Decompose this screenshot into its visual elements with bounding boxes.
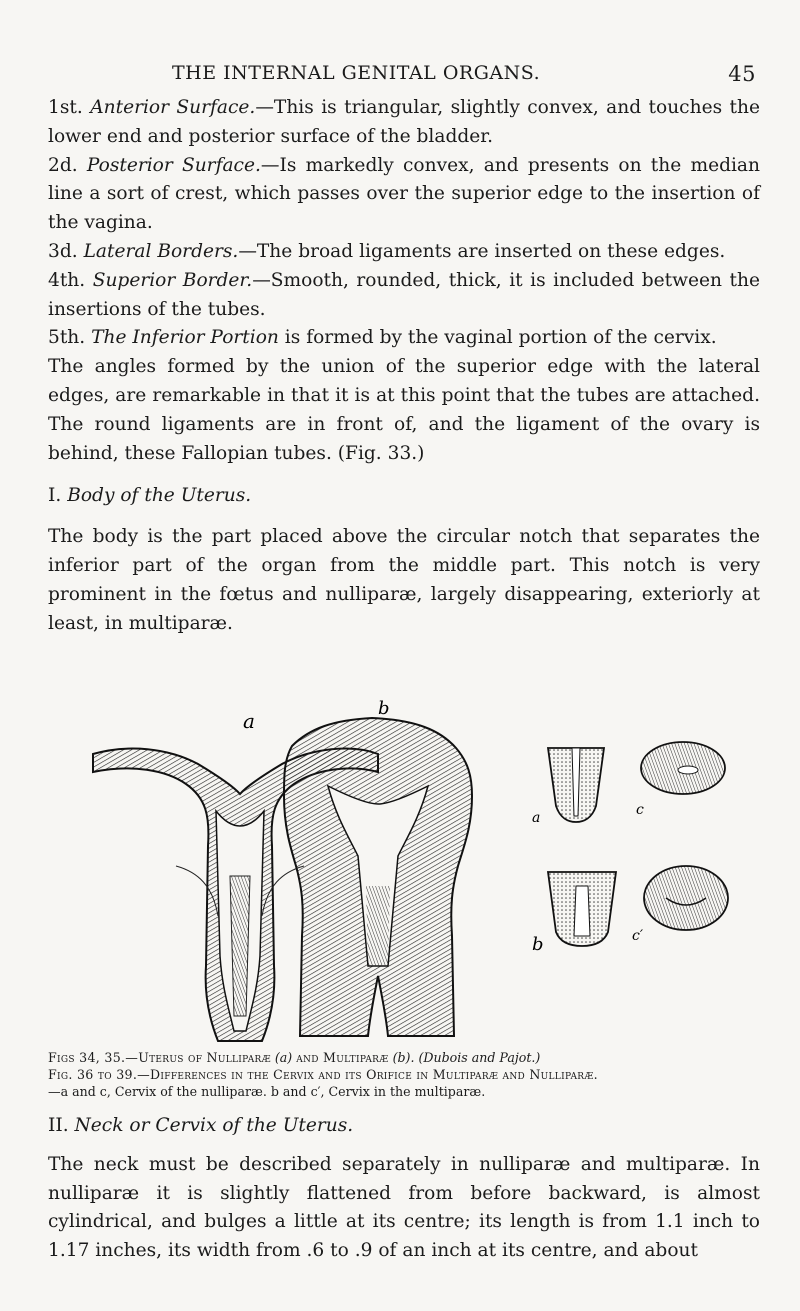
item-title: Lateral Borders. bbox=[83, 240, 239, 262]
item-label: 4th. bbox=[48, 269, 86, 291]
running-head bbox=[48, 56, 760, 86]
heading-title: Body of the Uterus. bbox=[67, 485, 252, 507]
label-c-prime: c′ bbox=[632, 928, 644, 944]
paragraph-angles: The angles formed by the union of the superior edge with the lateral edges, are remarkable in that it is at this point that the tubes are attached. The round ligaments are in front of, and the ligament of the ovary is behind, these Fallopian tubes. (Fig. 33.) bbox=[48, 356, 760, 464]
item-title: Superior Border. bbox=[92, 269, 253, 291]
caption-line-2: Fig. 36 to 39.—Differences in the Cervix and its Orifice in Multiparæ and Nulliparæ. bbox=[48, 1067, 598, 1082]
heading-numeral: II. bbox=[48, 1115, 69, 1136]
section-heading-neck bbox=[48, 1112, 760, 1141]
paragraph-lateral-borders bbox=[48, 238, 760, 267]
paragraph-inferior-portion bbox=[48, 324, 760, 353]
item-text: —Smooth, rounded, thick, it is included between the insertions of the tubes. bbox=[48, 269, 760, 320]
label-a-small: a bbox=[532, 810, 541, 826]
body-text bbox=[48, 94, 760, 638]
cervix-multipara-orifice bbox=[644, 866, 728, 930]
item-title: Posterior Surface. bbox=[86, 154, 261, 176]
item-label: 2d. bbox=[48, 154, 78, 176]
item-title: The Inferior Portion bbox=[91, 327, 279, 349]
paragraph-posterior-surface bbox=[48, 152, 760, 238]
uterus-illustration bbox=[48, 636, 760, 1056]
item-label: 5th. bbox=[48, 327, 86, 349]
caption-line-1: Figs 34, 35.—Uterus of Nulliparæ (a) and Multiparæ (b). (Dubois and Pajot.) bbox=[48, 1050, 541, 1065]
paragraph-anterior-surface bbox=[48, 94, 760, 152]
uterus-multipara-drawing bbox=[284, 718, 472, 1036]
page-number: 45 bbox=[728, 62, 756, 86]
item-text: —Is markedly convex, and presents on the median line a sort of crest, which passes over the superior edge to the insertion of the vagina. bbox=[48, 154, 760, 234]
label-a: a bbox=[243, 709, 255, 733]
paragraph-body-description: The body is the part placed above the circular notch that separates the inferior part of the organ from the middle part. This notch is very prominent in the fœtus and nulliparæ, largely disappearing, exteriorly at least, in multiparæ. bbox=[48, 526, 760, 634]
section-neck bbox=[48, 1112, 760, 1266]
item-label: 3d. bbox=[48, 240, 78, 262]
heading-numeral: I. bbox=[48, 485, 62, 507]
item-text: —The broad ligaments are inserted on these edges. bbox=[238, 240, 726, 262]
item-label: 1st. bbox=[48, 97, 83, 118]
running-title: THE INTERNAL GENITAL ORGANS. bbox=[172, 62, 541, 84]
item-text: —This is triangular, slightly convex, and touches the lower end and posterior surface of the bladder. bbox=[48, 97, 760, 147]
label-b-small: b bbox=[532, 934, 544, 955]
cervix-nullipara-longitudinal bbox=[548, 748, 604, 822]
cervix-multipara-longitudinal bbox=[548, 872, 616, 946]
figure-caption bbox=[48, 1049, 760, 1100]
item-title: Anterior Surface. bbox=[90, 97, 256, 118]
section-heading-body bbox=[48, 482, 760, 511]
cervix-nullipara-orifice bbox=[641, 742, 725, 794]
label-b: b bbox=[378, 698, 390, 719]
paragraph-neck-description: The neck must be described separately in nulliparæ and multiparæ. In nulliparæ it is slightly flattened from before backward, is almost cylindrical, and bulges a little at its centre; its length is from 1.1 inch to 1.17 inches, its width from .6 to .9 of an inch at its centre, and about bbox=[48, 1153, 760, 1262]
caption-line-3: —a and c, Cervix of the nulliparæ. b and c′, Cervix in the multiparæ. bbox=[48, 1084, 486, 1099]
heading-title: Neck or Cervix of the Uterus. bbox=[74, 1115, 354, 1136]
paragraph-superior-border bbox=[48, 267, 760, 325]
item-text: is formed by the vaginal portion of the cervix. bbox=[284, 327, 717, 349]
label-c: c bbox=[636, 802, 644, 818]
uterus-figure bbox=[48, 636, 760, 1056]
